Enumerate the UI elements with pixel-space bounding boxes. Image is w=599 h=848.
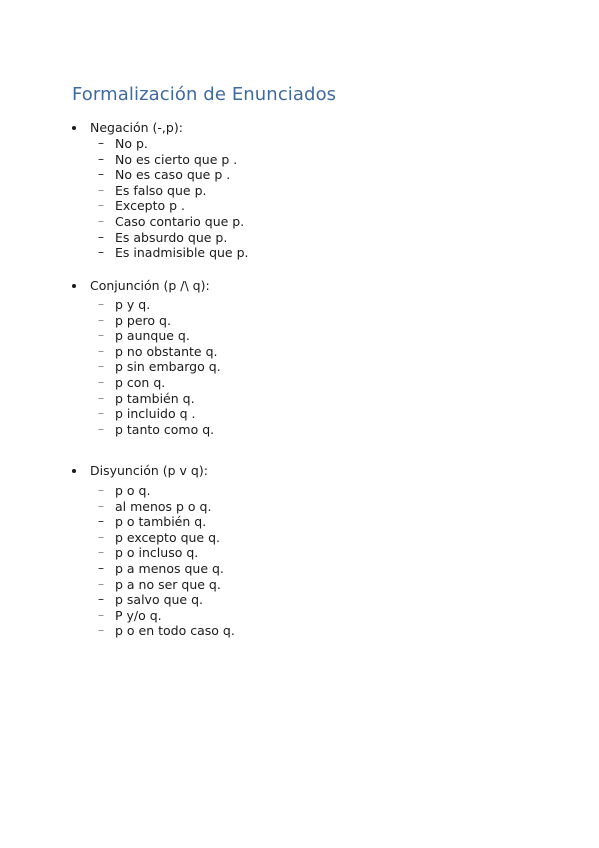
- list-item: – p aunque q.: [98, 328, 190, 344]
- dash-icon: –: [98, 312, 104, 327]
- dash-icon: –: [98, 576, 104, 591]
- dash-icon: –: [98, 136, 104, 150]
- section-header-label: Conjunción (p /\ q):: [90, 278, 210, 293]
- dash-icon: –: [98, 390, 104, 405]
- list-item: – p a no ser que q.: [98, 576, 221, 592]
- list-item: – p sin embargo q.: [98, 359, 221, 375]
- list-item: – p o también q.: [98, 514, 207, 530]
- list-item: – Es falso que p.: [98, 182, 207, 198]
- section-header: [72, 463, 235, 479]
- dash-icon: –: [98, 545, 104, 560]
- list-item: – p pero q.: [98, 312, 171, 328]
- dash-icon: –: [98, 514, 104, 529]
- list-item: – p o incluso q.: [98, 545, 199, 561]
- bullet-icon: [72, 469, 76, 473]
- list-item: – No p.: [98, 136, 148, 151]
- dash-icon: –: [98, 359, 104, 374]
- item-list: [98, 297, 221, 437]
- list-item: – al menos p o q.: [98, 498, 212, 514]
- list-item: – p también q.: [98, 390, 195, 406]
- list-item: – No es cierto que p .: [98, 151, 238, 167]
- bullet-icon: [72, 284, 76, 288]
- list-item: – p no obstante q.: [98, 343, 218, 359]
- section-negacion: [72, 120, 249, 261]
- section-header: [72, 120, 249, 136]
- list-item: – p con q.: [98, 374, 166, 390]
- dash-icon: –: [98, 421, 104, 436]
- dash-icon: –: [98, 213, 104, 228]
- dash-icon: –: [98, 182, 104, 197]
- dash-icon: –: [98, 406, 104, 421]
- item-list: [98, 483, 235, 639]
- dash-icon: –: [98, 297, 104, 311]
- dash-icon: –: [98, 374, 104, 389]
- dash-icon: –: [98, 167, 104, 182]
- dash-icon: –: [98, 560, 104, 575]
- section-conjuncion: [72, 278, 221, 437]
- dash-icon: –: [98, 498, 104, 513]
- dash-icon: –: [98, 245, 104, 260]
- section-header-label: Negación (-,p):: [90, 120, 183, 135]
- list-item: – Es absurdo que p.: [98, 229, 228, 245]
- list-item: – p o en todo caso q.: [98, 623, 235, 639]
- dash-icon: –: [98, 343, 104, 358]
- dash-icon: –: [98, 151, 104, 166]
- list-item: – p a menos que q.: [98, 560, 224, 576]
- bullet-icon: [72, 126, 76, 130]
- item-list: [98, 136, 249, 261]
- dash-icon: –: [98, 328, 104, 343]
- list-item: – Excepto p .: [98, 198, 185, 214]
- list-item: – p incluido q .: [98, 406, 196, 422]
- list-item: – No es caso que p .: [98, 167, 231, 183]
- section-header-label: Disyunción (p v q):: [90, 463, 208, 478]
- dash-icon: –: [98, 529, 104, 544]
- list-item: – P y/o q.: [98, 607, 162, 623]
- dash-icon: –: [98, 198, 104, 213]
- dash-icon: –: [98, 623, 104, 638]
- dash-icon: –: [98, 607, 104, 622]
- section-disyuncion: [72, 463, 235, 639]
- section-header: [72, 278, 221, 294]
- dash-icon: –: [98, 229, 104, 244]
- list-item: – p salvo que q.: [98, 592, 204, 608]
- list-item: – Caso contario que p.: [98, 213, 245, 229]
- dash-icon: –: [98, 592, 104, 607]
- list-item: – p tanto como q.: [98, 421, 215, 437]
- list-item: – p y q.: [98, 297, 151, 312]
- dash-icon: –: [98, 483, 104, 497]
- list-item: – p o q.: [98, 483, 151, 498]
- document-title: Formalización de Enunciados: [72, 84, 337, 105]
- list-item: – p excepto que q.: [98, 529, 221, 545]
- list-item: – Es inadmisible que p.: [98, 245, 249, 261]
